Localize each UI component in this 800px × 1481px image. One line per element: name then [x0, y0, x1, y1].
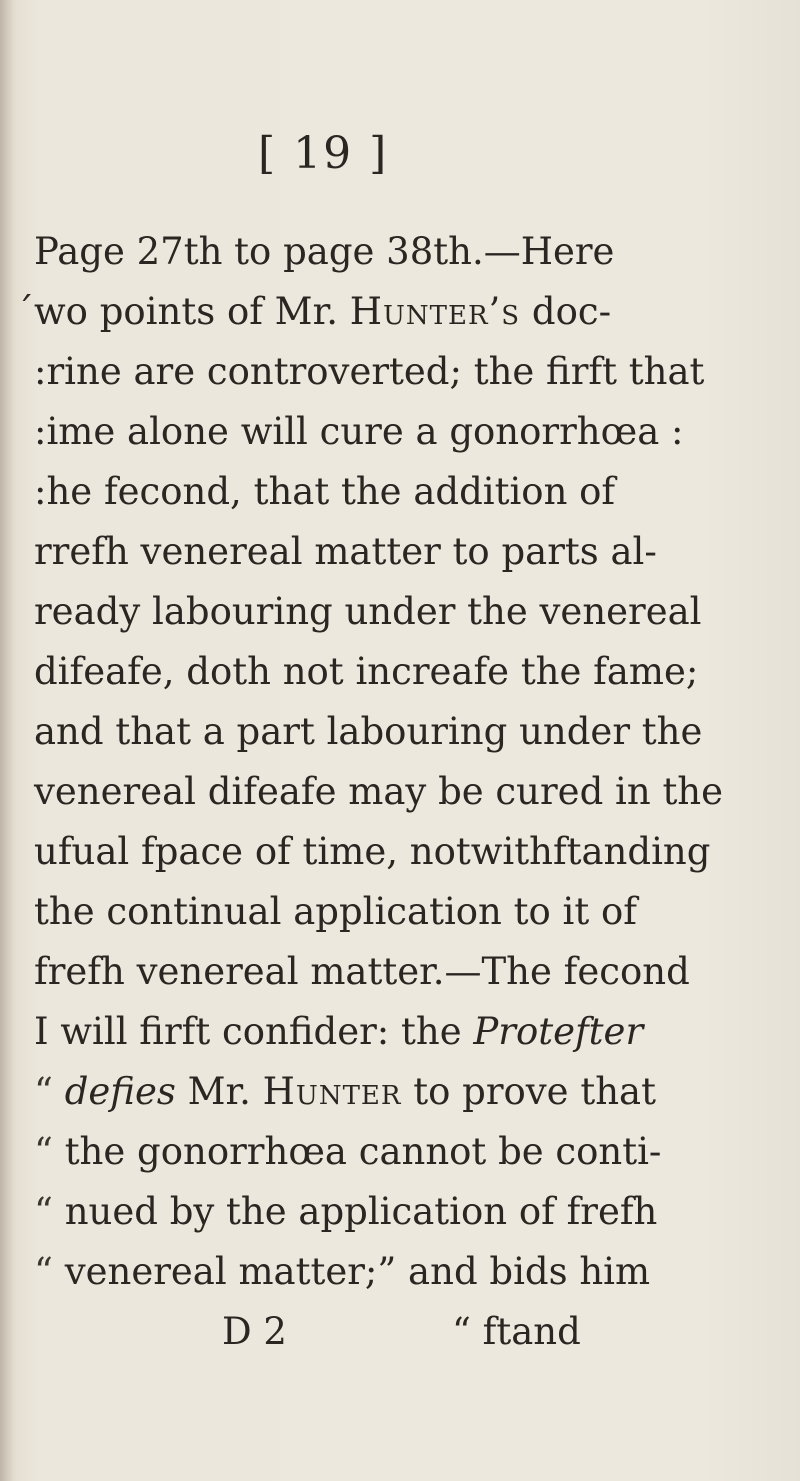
- text-line: [34, 222, 794, 282]
- text-run: Hunter: [262, 1070, 402, 1113]
- text-run: doc-: [520, 290, 612, 333]
- text-run: rrefh venereal matter to parts al-: [34, 530, 657, 573]
- text-run: the continual application to it of: [34, 890, 637, 933]
- text-run: :rine are controverted; the firft that: [34, 350, 705, 393]
- text-run: defies: [64, 1070, 176, 1113]
- signature-mark: D 2: [222, 1310, 287, 1353]
- text-run: nued by the application of frefh: [64, 1190, 658, 1233]
- text-run: “: [34, 1190, 65, 1233]
- body-text: [34, 222, 794, 1362]
- text-run: Mr.: [175, 1070, 263, 1113]
- text-run: :ime alone will cure a gonorrhœa :: [34, 410, 684, 453]
- text-run: venereal difeafe may be cured in the: [34, 770, 724, 813]
- text-line: [34, 1122, 794, 1182]
- text-run: to prove that: [401, 1070, 656, 1113]
- text-line: [34, 402, 794, 462]
- text-run: “: [34, 1070, 65, 1113]
- text-line: [34, 462, 794, 522]
- text-line: [34, 1182, 794, 1242]
- text-line: [34, 1062, 794, 1122]
- text-run: ́wo points of Mr.: [34, 290, 350, 333]
- text-run: the gonorrhœa cannot be conti-: [64, 1130, 662, 1173]
- text-run: “: [34, 1250, 65, 1293]
- text-run: “: [34, 1130, 65, 1173]
- text-run: and that a part labouring under the: [34, 710, 703, 753]
- text-line: [34, 342, 794, 402]
- text-run: :he fecond, that the addition of: [34, 470, 616, 513]
- text-run: venereal matter;” and bids him: [64, 1250, 651, 1293]
- text-run: ufual fpace of time, notwithftanding: [34, 830, 711, 873]
- text-line: [34, 582, 794, 642]
- text-line: [34, 282, 794, 342]
- text-run: Page 27th to page 38th.—Here: [34, 230, 615, 273]
- text-run: Hunter’s: [349, 290, 521, 333]
- text-line: [34, 762, 794, 822]
- text-run: frefh venereal matter.—The fecond: [34, 950, 690, 993]
- text-line: [34, 822, 794, 882]
- page-gutter: [0, 0, 14, 1481]
- text-line: [34, 1242, 794, 1302]
- catchword: “ ftand: [452, 1310, 581, 1353]
- text-line: [34, 1002, 794, 1062]
- text-line: [34, 942, 794, 1002]
- text-line: [34, 882, 794, 942]
- footer-line: [34, 1302, 794, 1362]
- text-line: [34, 522, 794, 582]
- text-run: I will firft confider: the: [34, 1010, 474, 1053]
- text-run: Protefter: [473, 1010, 644, 1053]
- text-run: difeafe, doth not increafe the fame;: [34, 650, 699, 693]
- text-line: [34, 642, 794, 702]
- page-number-header: [ 19 ]: [258, 128, 389, 179]
- text-line: [34, 702, 794, 762]
- text-run: ready labouring under the venereal: [34, 590, 702, 633]
